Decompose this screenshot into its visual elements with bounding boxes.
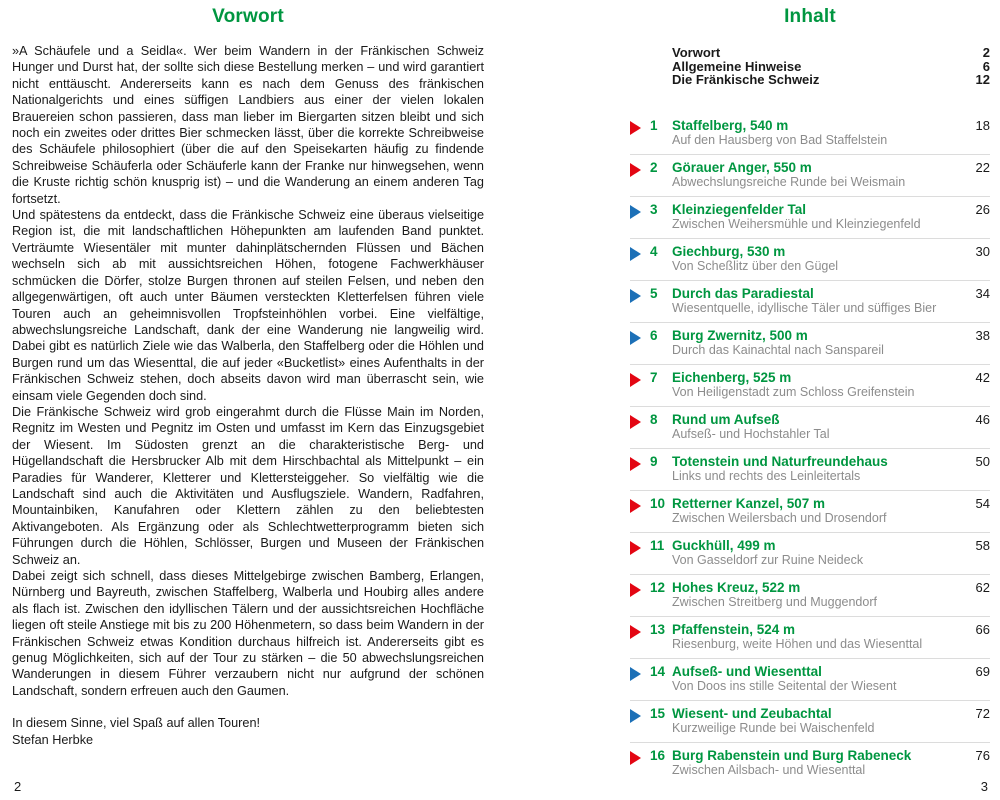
- tour-number: 8: [650, 411, 658, 427]
- triangle-marker-icon: [630, 499, 641, 513]
- triangle-marker-icon: [630, 457, 641, 471]
- inhalt-page: [630, 6, 990, 784]
- front-matter-row: [672, 60, 990, 74]
- toc-entry: [630, 575, 990, 617]
- tour-number: 11: [650, 537, 665, 553]
- tour-subtitle: Zwischen Streitberg und Muggendorf: [672, 594, 877, 609]
- tour-title: Retterner Kanzel, 507 m: [672, 495, 826, 511]
- tour-number: 12: [650, 579, 666, 595]
- tour-title: Burg Zwernitz, 500 m: [672, 327, 808, 343]
- page-title: Vorwort: [212, 6, 284, 27]
- tour-page-number: 54: [975, 495, 990, 511]
- triangle-marker-icon: [630, 541, 641, 555]
- triangle-marker-icon: [630, 751, 641, 765]
- front-matter-page-number: 6: [982, 58, 990, 74]
- tour-subtitle: Von Gasseldorf zur Ruine Neideck: [672, 552, 864, 567]
- triangle-marker-icon: [630, 373, 641, 387]
- tour-number: 16: [650, 747, 666, 763]
- triangle-marker-icon: [630, 625, 641, 639]
- toc-entry: [630, 407, 990, 449]
- toc-entry: [630, 113, 990, 155]
- tour-subtitle: Von Heiligenstadt zum Schloss Greifenstein: [672, 384, 915, 399]
- tour-subtitle: Riesenburg, weite Höhen und das Wiesenttal: [672, 636, 923, 651]
- tour-title: Wiesent- und Zeubachtal: [672, 705, 832, 721]
- tour-page-number: 18: [975, 117, 990, 133]
- tour-page-number: 30: [975, 243, 990, 259]
- front-matter-row: [672, 73, 990, 87]
- toc-entry: [630, 617, 990, 659]
- toc-entry: [630, 323, 990, 365]
- tour-title: Giechburg, 530 m: [672, 243, 786, 259]
- toc-entry: [630, 449, 990, 491]
- paragraph: Und spätestens da entdeckt, dass die Fränkische Schweiz eine überaus vielseitige Region ist, die mit landschaftlichen Höhepunkten am laufenden Band punktet. Verträumte Wiesentäler mit munter dahinplätschernden Flüssen und Bächen wechseln sich ab mit aussichtsreichen Höhen, fotogene Fachwerkhäuser schmücken die Dörfer, stolze Burgen thronen auf steilen Felsen, und neben den allgegenwärtigen, oft auch unter Bäumen versteckten Kletterfelsen führen viele Touren auch an geheimnisvollen Tropfsteinhöhlen vorbei. Eine vielfältige, abwechslungsreiche Landschaft, dank der eine Wanderung nie langweilig wird. Dabei gibt es natürlich Ziele wie das Walberla, den Staffelberg oder die Höhlen und Burgen rund um das Wiesenttal, die auf jeder «Bucketlist» eines Aufenthalts in der Fränkischen Schweiz stehen, doch abseits davon wird man überrascht sein, wie einsam viele Gegenden doch sind.: [12, 208, 484, 403]
- tour-page-number: 34: [975, 285, 990, 301]
- tour-subtitle: Durch das Kainachtal nach Sanspareil: [672, 342, 884, 357]
- tour-title: Durch das Paradiestal: [672, 285, 814, 301]
- tour-title: Staffelberg, 540 m: [672, 117, 789, 133]
- triangle-marker-icon: [630, 331, 641, 345]
- toc-entry: [630, 365, 990, 407]
- tour-number: 15: [650, 705, 666, 721]
- tour-page-number: 22: [975, 159, 990, 175]
- tour-page-number: 72: [975, 705, 990, 721]
- tour-page-number: 58: [975, 537, 990, 553]
- tour-number: 14: [650, 663, 666, 679]
- triangle-marker-icon: [630, 163, 641, 177]
- tour-subtitle: Kurzweilige Runde bei Waischenfeld: [672, 720, 875, 735]
- toc-entry: [630, 155, 990, 197]
- page-title: Inhalt: [784, 6, 836, 27]
- front-matter-label: Die Fränkische Schweiz: [672, 72, 820, 88]
- triangle-marker-icon: [630, 583, 641, 597]
- tour-number: 6: [650, 327, 658, 343]
- tour-number: 7: [650, 369, 658, 385]
- triangle-marker-icon: [630, 709, 641, 723]
- closing-line: In diesem Sinne, viel Spaß auf allen Touren!: [12, 716, 261, 731]
- toc-entry: [630, 533, 990, 575]
- tour-page-number: 62: [975, 579, 990, 595]
- paragraph: Die Fränkische Schweiz wird grob eingerahmt durch die Flüsse Main im Norden, Regnitz im Westen und Pegnitz im Osten und umfasst im Kern das Einzugsgebiet der Wiesent. Im Südosten grenzt an die charakteristische Berg- und Hügellandschaft die Hersbrucker Alb mit dem Hirschbachtal als Mittelpunkt – ein Paradies für Wanderer, Kletterer und Klettersteiggeher. So vielfältig wie die Landschaft sind auch die Aktivitäten und Ausflugsziele. Wandern, Radfahren, Mountainbiken, Kanufahren oder Klettern zählen zu den beliebtesten Aktivangeboten. Als Ergänzung oder als Schlechtwetterprogramm bieten sich Führungen durch die Höhlen, Schlösser, Burgen und Museen der Fränkischen Schweiz an.: [12, 404, 484, 567]
- tour-page-number: 76: [975, 747, 990, 763]
- tour-page-number: 42: [975, 369, 990, 385]
- tour-page-number: 66: [975, 621, 990, 637]
- toc-entry: [630, 659, 990, 701]
- toc-entry: [630, 197, 990, 239]
- vorwort-page: [12, 6, 484, 748]
- toc-entry: [630, 743, 990, 784]
- toc-entry: [630, 239, 990, 281]
- paragraph: Dabei zeigt sich schnell, dass dieses Mittelgebirge zwischen Bamberg, Erlangen, Nürnberg und Bayreuth, zwischen Staffelberg, Walberla und Houbirg alles andere als flach ist. Zwischen den idyllischen Tälern und der aussichtsreichen Hochfläche liegen oft steile Anstiege mit bis zu 200 Höhenmetern, so dass beim Wandern in der Fränkischen Schweiz etwas Kondition durchaus hilfreich ist. Andererseits gibt es genug Möglichkeiten, sich auf der Tour zu stärken – die 50 abwechslungsreichen Wanderungen in diesem Führer verzaubern nicht nur aufgrund der schönen Landschaft, sondern erfreuen auch den Gaumen.: [12, 569, 484, 698]
- triangle-marker-icon: [630, 289, 641, 303]
- front-matter-label: Allgemeine Hinweise: [672, 58, 802, 74]
- tour-title: Hohes Kreuz, 522 m: [672, 579, 801, 595]
- triangle-marker-icon: [630, 667, 641, 681]
- tour-page-number: 50: [975, 453, 990, 469]
- tour-number: 3: [650, 201, 658, 217]
- tour-number: 9: [650, 453, 658, 469]
- page-number-left: 2: [14, 779, 22, 794]
- tour-number: 10: [650, 495, 666, 511]
- tour-number: 13: [650, 621, 666, 637]
- tour-number: 5: [650, 285, 658, 301]
- tour-title: Pfaffenstein, 524 m: [672, 621, 796, 637]
- tour-title: Eichenberg, 525 m: [672, 369, 792, 385]
- tour-toc-list: [630, 113, 990, 784]
- toc-entry: [630, 281, 990, 323]
- front-matter-list: [672, 46, 990, 87]
- tour-subtitle: Zwischen Weihersmühle und Kleinziegenfeld: [672, 216, 921, 231]
- tour-title: Guckhüll, 499 m: [672, 537, 776, 553]
- author-name: Stefan Herbke: [12, 732, 94, 747]
- tour-subtitle: Aufseß- und Hochstahler Tal: [672, 426, 830, 441]
- tour-page-number: 38: [975, 327, 990, 343]
- tour-subtitle: Zwischen Weilersbach und Drosendorf: [672, 510, 887, 525]
- tour-subtitle: Links und rechts des Leinleitertals: [672, 468, 861, 483]
- tour-page-number: 26: [975, 201, 990, 217]
- tour-title: Kleinziegenfelder Tal: [672, 201, 807, 217]
- tour-number: 1: [650, 117, 658, 133]
- tour-subtitle: Von Doos ins stille Seitental der Wiesent: [672, 678, 897, 693]
- vorwort-body: [12, 43, 484, 699]
- tour-title: Aufseß- und Wiesenttal: [672, 663, 822, 679]
- front-matter-page-number: 12: [975, 72, 990, 88]
- tour-subtitle: Abwechslungsreiche Runde bei Weismain: [672, 174, 906, 189]
- tour-subtitle: Zwischen Ailsbach- und Wiesenttal: [672, 762, 866, 777]
- triangle-marker-icon: [630, 121, 641, 135]
- page-number-right: 3: [980, 779, 988, 794]
- triangle-marker-icon: [630, 205, 641, 219]
- triangle-marker-icon: [630, 415, 641, 429]
- tour-title: Görauer Anger, 550 m: [672, 159, 812, 175]
- tour-number: 4: [650, 243, 658, 259]
- tour-subtitle: Wiesentquelle, idyllische Täler und süffiges Bier: [672, 300, 937, 315]
- tour-subtitle: Auf den Hausberg von Bad Staffelstein: [672, 132, 888, 147]
- front-matter-row: [672, 46, 990, 60]
- toc-entry: [630, 701, 990, 743]
- front-matter-label: Vorwort: [672, 45, 721, 60]
- tour-number: 2: [650, 159, 658, 175]
- front-matter-page-number: 2: [982, 45, 990, 60]
- tour-title: Rund um Aufseß: [672, 411, 780, 427]
- triangle-marker-icon: [630, 247, 641, 261]
- tour-page-number: 46: [975, 411, 990, 427]
- tour-subtitle: Von Scheßlitz über den Gügel: [672, 258, 839, 273]
- tour-title: Burg Rabenstein und Burg Rabeneck: [672, 747, 912, 763]
- paragraph: »A Schäufele und a Seidla«. Wer beim Wandern in der Fränkischen Schweiz Hunger und Durst hat, der sollte sich diese Bestellung merken – und wird garantiert nicht enttäuscht. Andererseits kann es nach dem Genuss des fränkischen Nationalgerichts und eines süffigen Landbiers aus einer der vielen lokalen Brauereien schon passieren, dass man lieber im Biergarten sitzen bleibt und sich noch ein zweites oder drittes Bier schmecken lässt, über die korrekte Schreibweise des Schäufele philosophiert (über die auf den Speisekarten häufig zu findende Schreibweise Schäuferla oder Schäuferle kann der Franke nur hinwegsehen, wenn die Kruste richtig schön knusprig ist) – und die Wanderung an einem anderen Tag fortsetzt.: [12, 44, 484, 206]
- tour-page-number: 69: [975, 663, 990, 679]
- tour-title: Totenstein und Naturfreundehaus: [672, 453, 888, 469]
- toc-entry: [630, 491, 990, 533]
